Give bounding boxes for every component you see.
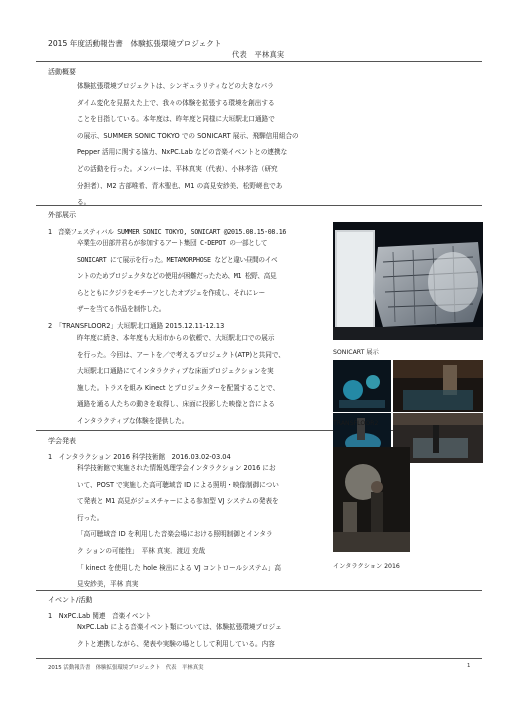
presentation-1-line: 見安紗美，平林 真実 bbox=[77, 580, 139, 589]
exhibit-1-line: ザーを当てる作品を制作した。 bbox=[77, 305, 166, 314]
sonicart-caption: SONICART 展示 bbox=[333, 349, 379, 356]
page-number: 1 bbox=[467, 663, 471, 669]
exhibit-2-line: インタラクティブな体験を提供した。 bbox=[77, 416, 189, 425]
exhibit-2-title: 2 「TRANSFLOOR2」大垣駅北口通路 2015.12.11-12.13 bbox=[48, 322, 225, 330]
presentation-1-line: いて、POST で実施した高可聴域音 ID による照明・映像制御につい bbox=[77, 480, 279, 489]
overview-line: の展示、SUMMER SONIC TOKYO での SONICART 展示、飛騨信用組合の bbox=[77, 131, 299, 140]
presentation-1-line: 「高可聴域音 ID を利用した音楽会場における照明制御とインタラ bbox=[77, 530, 273, 539]
page-footer: 2015 活動報告書 体験拡張環境プロジェクト 代表 平林真実 bbox=[48, 665, 204, 671]
interaction-photo bbox=[333, 447, 410, 552]
event-1-line: NxPC.Lab による音楽イベント類については、体験拡張環境プロジェ bbox=[77, 623, 282, 631]
interaction-photo-image bbox=[333, 447, 410, 552]
section-divider bbox=[36, 205, 482, 206]
exhibit-1-line: SONICART にて展示を行った。METAMORPHOSE などと違い昼間のイベ bbox=[77, 255, 278, 264]
overview-line: Pepper 活用に関する協力、NxPC.Lab などの音楽イベントとの連携な bbox=[77, 148, 288, 157]
overview-line: どの活動を行った。メンバーは、平林真実（代表）、小林孝浩（研究 bbox=[77, 164, 278, 173]
transfloor-photo-1-image bbox=[333, 360, 391, 412]
exhibit-1-title: 1 音楽フェスティバル SUMMER SONIC TOKYO, SONICART @2015.08.15-08.16 bbox=[48, 228, 287, 236]
events-heading: イベント/活動 bbox=[48, 596, 93, 604]
presentation-1-line: 行った。 bbox=[77, 513, 104, 522]
document-author: 代表 平林真実 bbox=[232, 50, 285, 59]
section-divider bbox=[36, 590, 482, 591]
transfloor-photo-2-image bbox=[393, 360, 483, 412]
exhibit-1-line: ントのためプロジェクタなどの使用が困難だったため、M1 松野、高見 bbox=[77, 272, 277, 281]
transfloor-photo-1 bbox=[333, 360, 391, 412]
overview-line: 分担者）、M2 古部唯希、青木聖也、M1 の高見安紗美、松野嵯也であ bbox=[77, 181, 283, 190]
exhibit-2-line: 施した。トラスを組み Kinect とプロジェクターを配置することで、 bbox=[77, 383, 280, 392]
overview-line: ダイム変化を見据えた上で、我々の体験を拡張する環境を創出する bbox=[77, 98, 275, 107]
presentation-1-title: 1 インタラクション 2016 科学技術館 2016.03.02-03.04 bbox=[48, 453, 231, 461]
sonicart-photo-image bbox=[333, 222, 483, 340]
presentation-1-line: ク ションの可能性」 平林 真実．渡辺 充哉 bbox=[77, 546, 206, 555]
exhibit-2-paragraph bbox=[77, 330, 327, 430]
sonicart-photo bbox=[333, 222, 483, 340]
presentations-heading: 学会発表 bbox=[48, 437, 76, 445]
event-1-line: クトと連携しながら、発表や実験の場としして利用している。内容 bbox=[77, 639, 275, 648]
overview-line: ことを目指している。本年度は、昨年度と同様に大垣駅北口通路で bbox=[77, 115, 275, 124]
exhibit-2-line: 大垣駅北口通路にてインタラクティブな床面プロジェクションを実 bbox=[77, 367, 274, 376]
exhibit-2-line: 昨年度に続き、本年度も大垣市からの依頼で、大垣駅北口での展示 bbox=[77, 334, 275, 342]
exhibit-1-line: 卒業生の田部井君らが参加するアート集団 C-DEPOT の一部として bbox=[77, 239, 268, 247]
overview-paragraph bbox=[77, 78, 377, 211]
transfloor-caption: TRANSFLOOR2 bbox=[333, 420, 379, 427]
overview-line: 体験拡張環境プロジェクトは、シンギュラリティなどの大きなパラ bbox=[77, 82, 274, 90]
exhibits-heading: 外部展示 bbox=[48, 211, 76, 219]
document-title: 2015 年度活動報告書 体験拡張環境プロジェクト bbox=[48, 39, 222, 48]
exhibit-1-line: らとともにクジラをモチーフとしたオブジェを作成し、それにレー bbox=[77, 288, 265, 297]
presentation-1-line: 「 kinect を使用した hole 検出による VJ コントロールシステム」高 bbox=[77, 563, 281, 572]
presentation-1-paragraph bbox=[77, 460, 327, 593]
event-1-paragraph bbox=[77, 619, 347, 652]
transfloor-photo-2 bbox=[393, 360, 483, 412]
event-1-title: 1 NxPC.Lab 関連 音楽イベント bbox=[48, 612, 152, 620]
overview-line: る。 bbox=[77, 198, 91, 207]
presentation-1-line: 科学技術館で実施された情報処理学会インタラクション 2016 にお bbox=[77, 464, 276, 472]
exhibit-1-paragraph bbox=[77, 235, 327, 318]
interaction-caption: インタラクション 2016 bbox=[333, 563, 400, 570]
exhibit-2-line: 通路を通る人たちの動きを取得し、床面に投影した映像と音による bbox=[77, 400, 275, 409]
exhibit-2-line: を行った。今回は、アートを／で考えるプロジェクト(ATP)と共同で、 bbox=[77, 350, 285, 359]
footer-divider bbox=[36, 658, 482, 659]
presentation-1-line: て発表と M1 高見がジェスチャーによる参加型 VJ システムの発表を bbox=[77, 497, 279, 506]
overview-heading: 活動概要 bbox=[48, 68, 76, 76]
header-divider bbox=[36, 61, 482, 62]
